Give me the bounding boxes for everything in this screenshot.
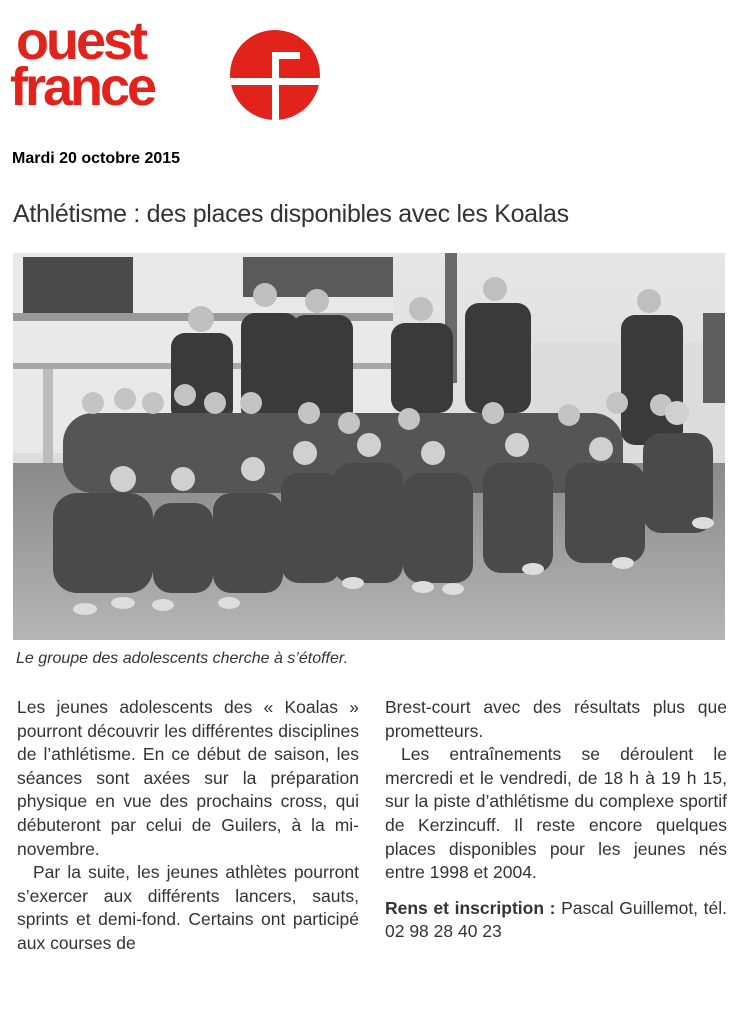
ouest-france-logo	[10, 11, 320, 122]
article-column-right	[385, 696, 727, 944]
paragraph-schedule: Les entraînements se déroulent le mercredi et le vendredi, de 18 h à 19 h 15, sur la piste d’athlétisme du complexe sportif de Kerzincuff. Il reste encore quelques places disponibles pour les jeunes nés entre 1998 et 2004.	[385, 744, 727, 883]
photo-caption: Le groupe des adolescents cherche à s’étoffer.	[16, 650, 349, 667]
group-photo	[13, 253, 725, 640]
info-line	[385, 897, 727, 944]
logo-word-ouest: ouest	[16, 11, 146, 71]
article-headline: Athlétisme : des places disponibles avec les Koalas	[13, 200, 569, 228]
article-column-left	[17, 696, 359, 956]
paragraph-intro: Les jeunes adolescents des « Koalas » pourront découvrir les différentes disciplines de l’athlétisme. En ce début de saison, les séances sont axées sur la préparation physique en vue des prochains cross, qui débuteront par celui de Guilers, à la mi-novembre.	[17, 697, 359, 859]
paragraph-activities: Par la suite, les jeunes athlètes pourront s’exercer aux différents lancers, sauts, sprints et demi-fond. Certains ont participé aux courses de	[17, 862, 359, 953]
info-contact: Pascal Guillemot, tél. 02 98 28 40 23	[385, 897, 728, 942]
publication-date: Mardi 20 octobre 2015	[12, 150, 181, 167]
group-photo-illustration	[13, 253, 725, 640]
ouest-france-disc-icon	[230, 30, 320, 120]
info-label: Rens et inscription :	[385, 897, 556, 918]
paragraph-results: Brest-court avec des résultats plus que prometteurs.	[385, 697, 727, 741]
logo-word-france: france	[10, 57, 155, 117]
